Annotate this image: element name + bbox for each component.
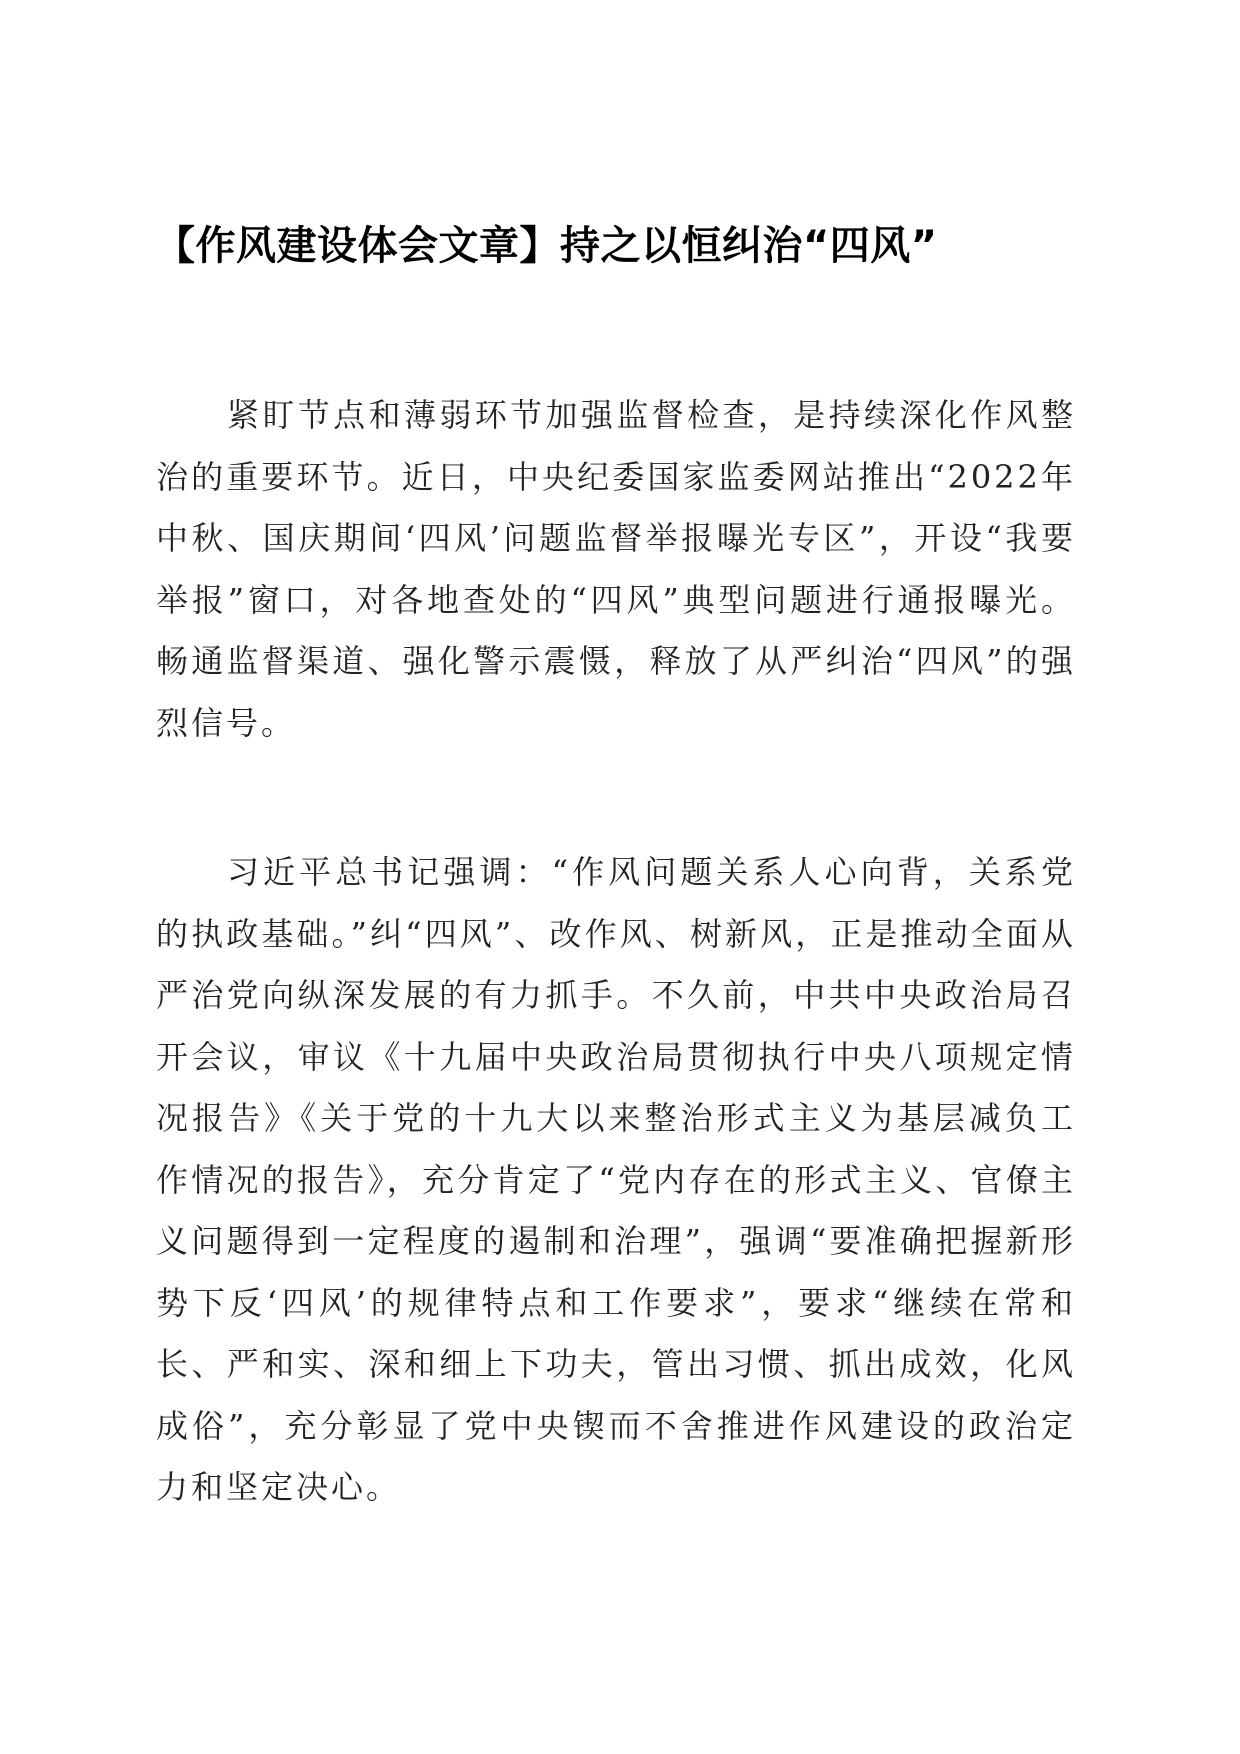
document-title: 【作风建设体会文章】持之以恒纠治“四风” (155, 223, 938, 269)
body-paragraph-1: 紧盯节点和薄弱环节加强监督检查，是持续深化作风整治的重要环节。近日，中央纪委国家监委网站推出“2022年中秋、国庆期间‘四风’问题监督举报曝光专区”，开设“我要举报”窗口，对各地查处的“四风”典型问题进行通报曝光。畅通监督渠道、强化警示震慑，释放了从严纠治“四风”的强烈信号。 (156, 396, 1076, 742)
body-paragraph-2: 习近平总书记强调：“作风问题关系人心向背，关系党的执政基础。”纠“四风”、改作风、树新风，正是推动全面从严治党向纵深发展的有力抓手。不久前，中共中央政治局召开会议，审议《十九届中央政治局贯彻执行中央八项规定情况报告》《关于党的十九大以来整治形式主义为基层减负工作情况的报告》，充分肯定了“党内存在的形式主义、官僚主义问题得到一定程度的遏制和治理”，强调“要准确把握新形势下反‘四风’的规律特点和工作要求”，要求“继续在常和长、严和实、深和细上下功夫，管出习惯、抓出成效，化风成俗”，充分彰显了党中央锲而不舍推进作风建设的政治定力和坚定决心。 (156, 853, 1076, 1506)
